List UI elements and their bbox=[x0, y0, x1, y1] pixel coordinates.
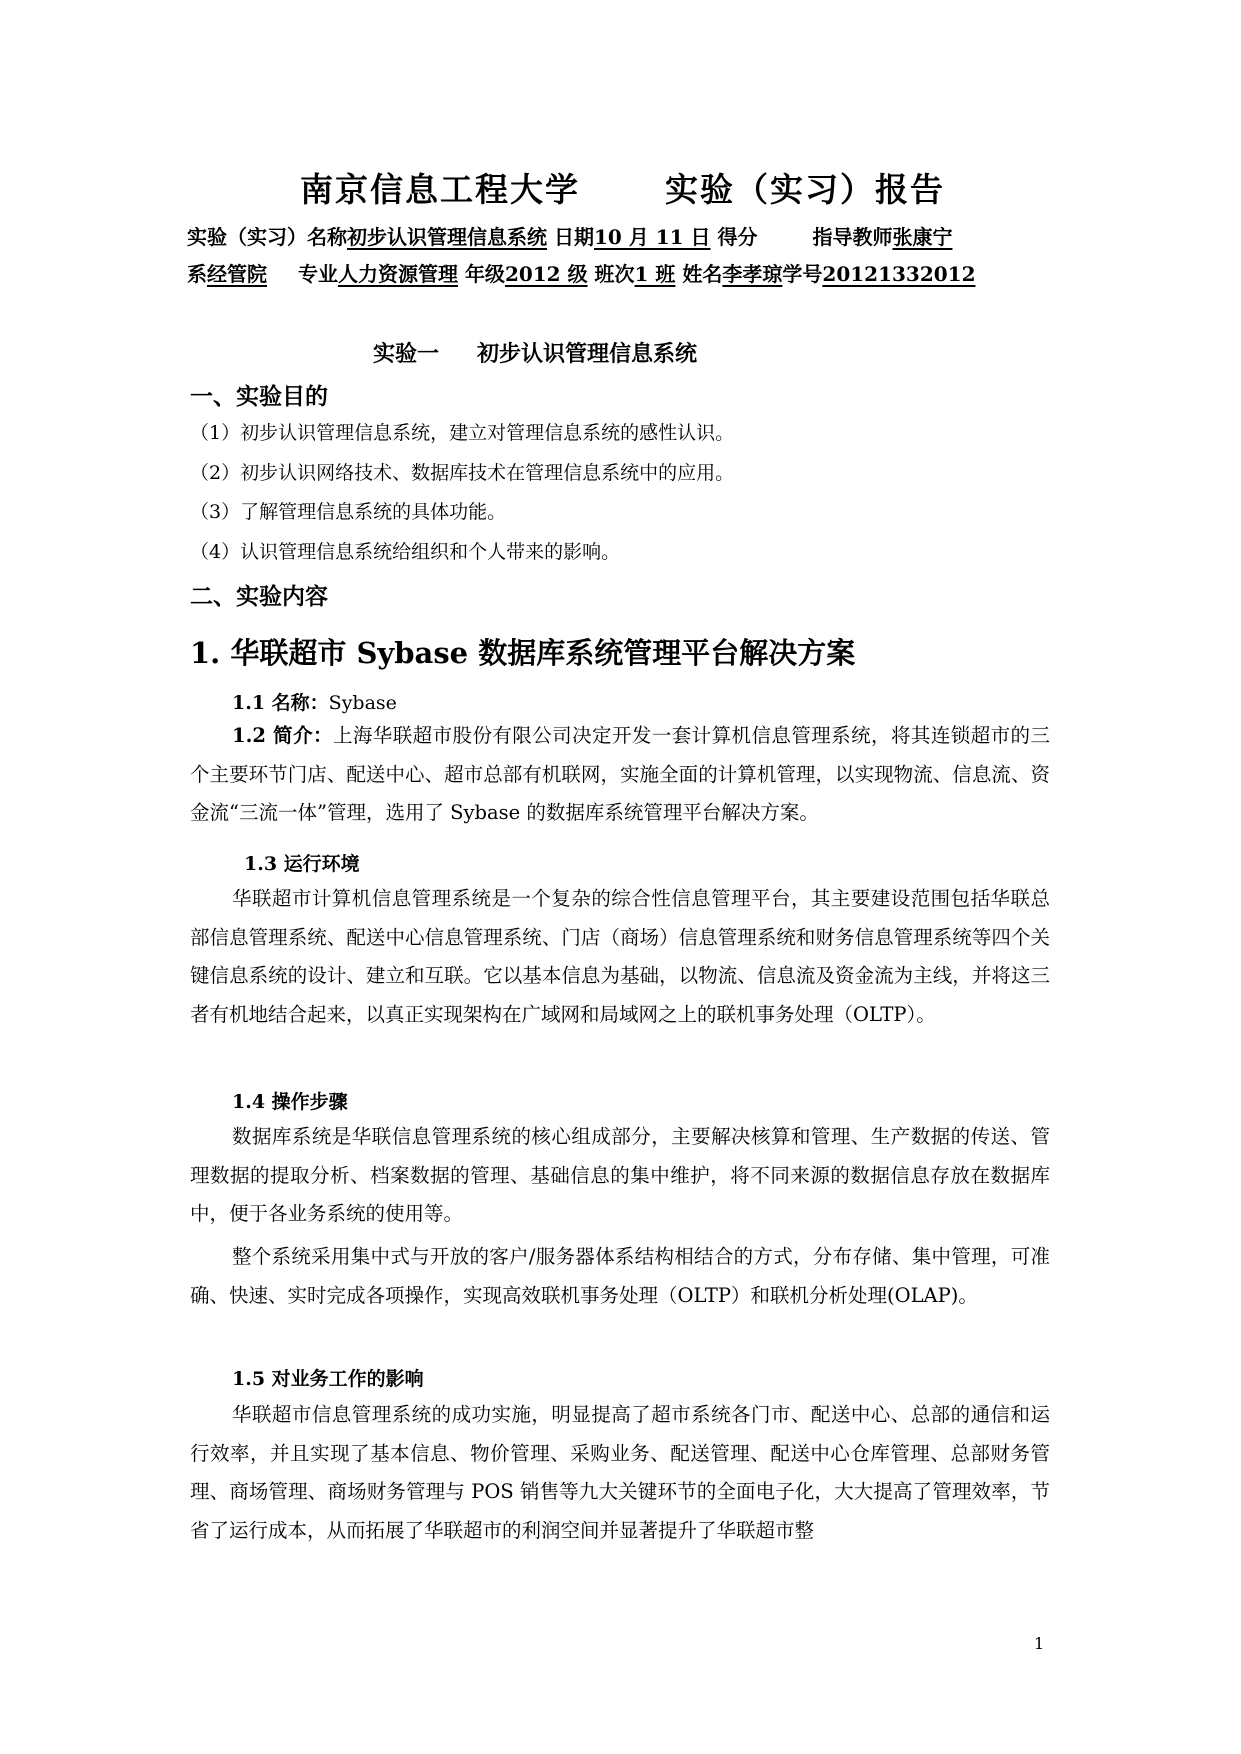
major-value: 人力资源管理 bbox=[337, 262, 458, 286]
report-type-title: 实验（实习）报告 bbox=[665, 170, 945, 209]
experiment-number: 实验一 bbox=[373, 341, 440, 367]
intro-label: 1.2 简介： bbox=[232, 724, 333, 747]
university-title: 南京信息工程大学 bbox=[300, 170, 580, 209]
intro-paragraph bbox=[190, 717, 1050, 833]
teacher-label: 指导教师 bbox=[812, 225, 893, 249]
major-label: 专业 bbox=[297, 262, 338, 286]
steps-paragraph-2: 整个系统采用集中式与开放的客户/服务器体系结构相结合的方式，分布存储、集中管理，可准确、快速、实时完成各项操作，实现高效联机事务处理（OLTP）和联机分析处理(OLAP)。 bbox=[190, 1245, 1050, 1307]
experiment-name-value: 初步认识管理信息系统 bbox=[347, 225, 547, 249]
steps-paragraph-1: 数据库系统是华联信息管理系统的核心组成部分，主要解决核算和管理、生产数据的传送、管理数据的提取分析、档案数据的管理、基础信息的集中维护，将不同来源的数据信息存放在数据库中，便于各业务系统的使用等。 bbox=[190, 1125, 1050, 1225]
date-value: 10 月 11 日 bbox=[593, 225, 711, 249]
section-objectives-heading: 一、实验目的 bbox=[190, 383, 328, 410]
objective-item-3: （3）了解管理信息系统的具体功能。 bbox=[190, 501, 507, 523]
subsection-name bbox=[232, 688, 397, 715]
intro-text: 上海华联超市股份有限公司决定开发一套计算机信息管理系统，将其连锁超市的三个主要环节门店、配送中心、超市总部有机联网，实施全面的计算机管理，以实现物流、信息流、资金流“三流一体”管理，选用了 Sybase 的数据库系统管理平台解决方案。 bbox=[190, 724, 1050, 824]
teacher-value: 张康宁 bbox=[892, 225, 953, 249]
impact-paragraph: 华联超市信息管理系统的成功实施，明显提高了超市系统各门市、配送中心、总部的通信和运行效率，并且实现了基本信息、物价管理、采购业务、配送管理、配送中心仓库管理、总部财务管理、商场管理、商场财务管理与 POS 销售等九大关键环节的全面电子化，大大提高了管理效率，节省了运行成本，从而拓展了华联超市的利润空间并显著提升了华联超市整 bbox=[190, 1403, 1050, 1542]
class-value: 1 班 bbox=[634, 262, 676, 286]
environment-heading: 1.3 运行环境 bbox=[244, 853, 360, 875]
name-label: 1.1 名称： bbox=[232, 692, 329, 714]
experiment-name-label: 实验（实习）名称 bbox=[187, 225, 347, 249]
experiment-heading bbox=[373, 337, 697, 368]
student-name-label: 姓名 bbox=[682, 262, 723, 286]
grade-label: 年级 bbox=[464, 262, 505, 286]
objective-item-1: （1）初步认识管理信息系统，建立对管理信息系统的感性认识。 bbox=[190, 422, 735, 444]
department-value: 经管院 bbox=[207, 262, 267, 286]
grade-value: 2012 级 bbox=[504, 262, 588, 286]
page-number: 1 bbox=[1034, 1634, 1045, 1653]
header-line-2 bbox=[187, 258, 993, 287]
date-label: 日期 bbox=[553, 225, 594, 249]
objective-item-4: （4）认识管理信息系统给组织和个人带来的影响。 bbox=[190, 541, 621, 563]
impact-heading: 1.5 对业务工作的影响 bbox=[232, 1368, 424, 1390]
header-line-1 bbox=[187, 221, 978, 250]
objective-item-2: （2）初步认识网络技术、数据库技术在管理信息系统中的应用。 bbox=[190, 462, 735, 484]
name-value: Sybase bbox=[328, 692, 397, 714]
environment-paragraph: 华联超市计算机信息管理系统是一个复杂的综合性信息管理平台，其主要建设范围包括华联总部信息管理系统、配送中心信息管理系统、门店（商场）信息管理系统和财务信息管理系统等四个关键信息系统的设计、建立和互联。它以基本信息为基础，以物流、信息流及资金流为主线，并将这三者有机地结合起来，以真正实现架构在广域网和局域网之上的联机事务处理（OLTP）。 bbox=[190, 887, 1050, 1026]
case-title: 1. 华联超市 Sybase 数据库系统管理平台解决方案 bbox=[190, 636, 856, 670]
department-label: 系 bbox=[187, 262, 207, 286]
student-id-label: 学号 bbox=[782, 262, 823, 286]
class-label: 班次 bbox=[594, 262, 635, 286]
student-id-value: 20121332012 bbox=[822, 262, 976, 286]
score-label: 得分 bbox=[717, 225, 758, 249]
section-content-heading: 二、实验内容 bbox=[190, 583, 328, 610]
student-name-value: 李孝琼 bbox=[722, 262, 783, 286]
experiment-title: 初步认识管理信息系统 bbox=[477, 341, 698, 367]
steps-heading: 1.4 操作步骤 bbox=[232, 1091, 348, 1113]
